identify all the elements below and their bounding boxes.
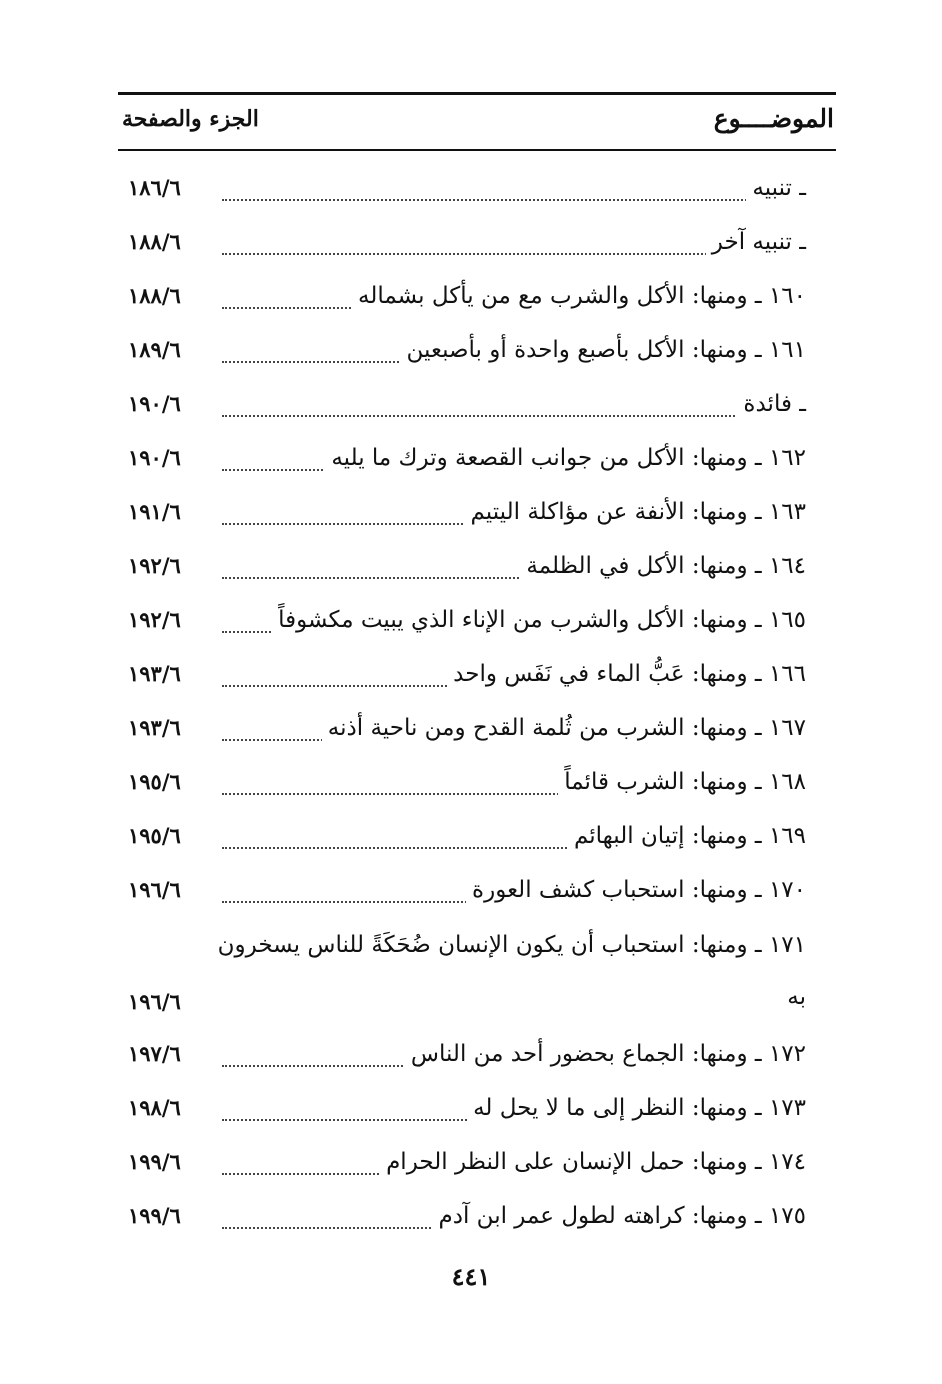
toc-entry — [118, 219, 836, 273]
entry-page: ١٨٩/٦ — [128, 337, 181, 362]
toc-entry — [118, 759, 836, 813]
toc-entry — [118, 651, 836, 705]
entry-page: ١٩٠/٦ — [128, 445, 181, 470]
page-number: ٤٤١ — [451, 1262, 491, 1291]
toc-entry — [118, 1031, 836, 1085]
toc-entry — [118, 489, 836, 543]
toc-entry — [118, 435, 836, 489]
toc-entry — [118, 867, 836, 921]
entry-title: ١٧٥ ـ ومنها: كراهته لطول عمر ابن آدم — [433, 1203, 807, 1229]
entry-page: ١٩٥/٦ — [128, 769, 181, 794]
toc-entry — [118, 705, 836, 759]
leader-dots — [222, 415, 806, 417]
entry-page: ١٩٣/٦ — [128, 661, 181, 686]
toc-entry — [118, 381, 836, 435]
toc-entry — [118, 597, 836, 651]
entry-title: ١٧٢ ـ ومنها: الجماع بحضور أحد من الناس — [405, 1041, 806, 1067]
header-rule — [118, 149, 836, 151]
toc-entry — [118, 543, 836, 597]
entry-page: ١٩٥/٦ — [128, 823, 181, 848]
toc-entry — [118, 327, 836, 381]
topic-column-header: الموضــــوع — [713, 104, 834, 133]
toc-entry — [118, 1085, 836, 1139]
entry-title: ١٦٩ ـ ومنها: إتيان البهائم — [568, 823, 806, 849]
entry-page: ١٩٨/٦ — [128, 1095, 181, 1120]
leader-dots — [222, 199, 806, 201]
entry-page: ١٩٧/٦ — [128, 1041, 181, 1066]
entry-title: ١٦٠ ـ ومنها: الأكل والشرب مع من يأكل بشماله — [352, 283, 806, 309]
entry-page: ١٩٩/٦ — [128, 1149, 181, 1174]
entry-title: ١٦٥ ـ ومنها: الأكل والشرب من الإناء الذي يبيت مكشوفاً — [272, 607, 806, 633]
entry-page: ١٩٦/٦ — [128, 989, 181, 1014]
toc-entry — [118, 1139, 836, 1193]
entry-title: ١٦٤ ـ ومنها: الأكل في الظلمة — [520, 553, 806, 579]
entry-page: ١٩٠/٦ — [128, 391, 181, 416]
entry-page: ١٩١/٦ — [128, 499, 181, 524]
toc-list — [118, 165, 836, 1247]
entry-page: ١٨٨/٦ — [128, 229, 181, 254]
entry-page: ١٩٢/٦ — [128, 607, 181, 632]
entry-page: ١٩٢/٦ — [128, 553, 181, 578]
toc-entry — [118, 273, 836, 327]
entry-title: ـ فائدة — [737, 391, 806, 417]
entry-title: ١٧٠ ـ ومنها: استحباب كشف العورة — [466, 877, 806, 903]
entry-title: ١٧٤ ـ ومنها: حمل الإنسان على النظر الحرام — [380, 1149, 806, 1175]
entry-title: ١٦١ ـ ومنها: الأكل بأصبع واحدة أو بأصبعين — [401, 337, 806, 363]
entry-page: ١٨٦/٦ — [128, 175, 181, 200]
entry-title: ١٧١ ـ ومنها: استحباب أن يكون الإنسان ضُحَكَةً للناس يسخرون به — [210, 919, 806, 1023]
entry-title: ١٧٣ ـ ومنها: النظر إلى ما لا يحل له — [467, 1095, 806, 1121]
entry-page: ١٩٣/٦ — [128, 715, 181, 740]
entry-title: ـ تنبيه آخر — [706, 229, 806, 255]
toc-entry — [118, 1193, 836, 1247]
entry-title: ١٦٧ ـ ومنها: الشرب من ثُلمة القدح ومن ناحية أذنه — [322, 715, 806, 741]
entry-page: ١٨٨/٦ — [128, 283, 181, 308]
toc-entry — [118, 921, 836, 1031]
entry-title: ١٦٣ ـ ومنها: الأنفة عن مؤاكلة اليتيم — [464, 499, 806, 525]
entry-page: ١٩٦/٦ — [128, 877, 181, 902]
entry-title: ١٦٦ ـ ومنها: عَبُّ الماء في نَفَس واحد — [447, 661, 806, 687]
entry-title: ـ تنبيه — [746, 175, 806, 201]
entry-title: ١٦٢ ـ ومنها: الأكل من جوانب القصعة وترك ما يليه — [325, 445, 806, 471]
toc-entry — [118, 813, 836, 867]
toc-entry — [118, 165, 836, 219]
entry-title: ١٦٨ ـ ومنها: الشرب قائماً — [558, 769, 806, 795]
top-rule — [118, 92, 836, 95]
page-column-header: الجزء والصفحة — [122, 106, 259, 132]
entry-page: ١٩٩/٦ — [128, 1203, 181, 1228]
